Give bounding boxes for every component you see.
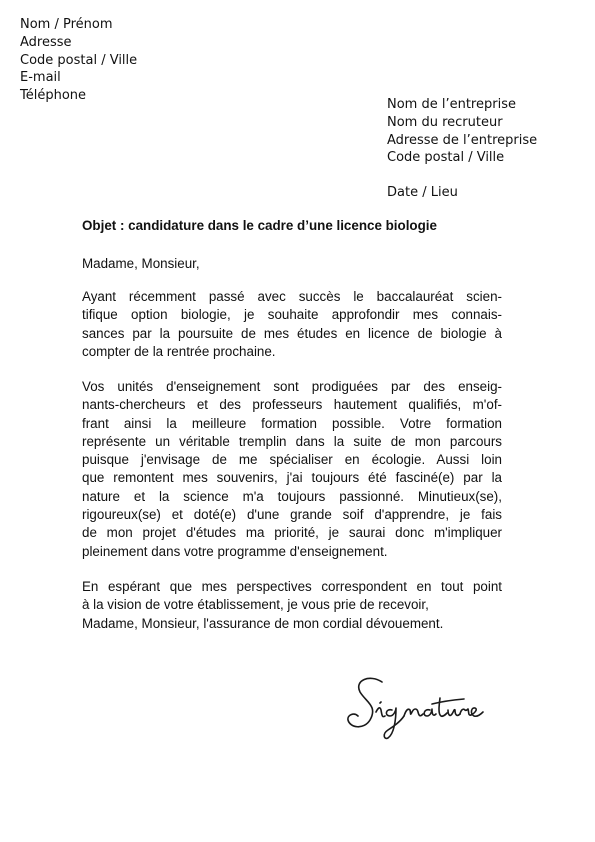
paragraph-line: frant ainsi la meilleure formation possible. Votre formation — [82, 415, 502, 431]
recipient-company: Nom de l’entreprise — [387, 97, 516, 112]
paragraph-line: tifique option biologie, je souhaite approfondir mes connais- — [82, 307, 502, 323]
subject-line: Objet : candidature dans le cadre d’une licence biologie — [82, 218, 437, 233]
recipient-address: Adresse de l’entreprise — [387, 132, 538, 148]
date-place: Date / Lieu — [387, 185, 458, 200]
sender-phone: Téléphone — [20, 88, 87, 104]
paragraph-line: à la vision de votre établissement, je vous prie de recevoir, — [82, 597, 429, 613]
sender-name: Nom / Prénom — [20, 17, 113, 32]
body-paragraph-1 — [82, 288, 502, 361]
paragraph-line: représente un véritable tremplin dans la suite de mon parcours — [82, 433, 502, 449]
body-paragraph-2 — [82, 378, 502, 561]
body-paragraph-3 — [82, 578, 502, 633]
paragraph-line: nants-chercheurs et des professeurs hautement qualifiés, m'of- — [82, 397, 502, 413]
paragraph-line: Ayant récemment passé avec succès le baccalauréat scien- — [82, 289, 502, 304]
sender-email: E-mail — [20, 70, 61, 86]
paragraph-line: de mon projet d'études ma priorité, je saurai donc m'impliquer — [82, 525, 502, 541]
paragraph-line: pleinement dans votre programme d'enseignement. — [82, 543, 388, 559]
paragraph-line: sances par la poursuite de mes études en licence de biologie à — [82, 325, 502, 341]
paragraph-line: puisque j'envisage de me spécialiser en écologie. Aussi loin — [82, 452, 502, 468]
recipient-postal-city: Code postal / Ville — [387, 150, 505, 166]
paragraph-line: compter de la rentrée prochaine. — [82, 343, 276, 359]
sender-address: Adresse — [20, 34, 72, 50]
paragraph-line: Vos unités d'enseignement sont prodiguées par des enseig- — [82, 379, 502, 394]
recipient-recruiter: Nom du recruteur — [387, 114, 503, 130]
paragraph-line: que remontent mes souvenirs, j'ai toujours été fasciné(e) par la — [82, 470, 502, 486]
handwritten-signature — [340, 668, 490, 748]
salutation: Madame, Monsieur, — [82, 256, 200, 271]
paragraph-line: Madame, Monsieur, l'assurance de mon cordial dévouement. — [82, 615, 444, 631]
recipient-block — [387, 96, 537, 167]
paragraph-line: En espérant que mes perspectives correspondent en tout point — [82, 579, 502, 594]
paragraph-line: nature et la science m'a toujours passionné. Minutieux(se), — [82, 488, 502, 504]
paragraph-line: rigoureux(se) et doté(e) d'une grande soif d'apprendre, je fais — [82, 507, 502, 523]
sender-block — [20, 16, 137, 105]
sender-postal-city: Code postal / Ville — [20, 52, 138, 68]
